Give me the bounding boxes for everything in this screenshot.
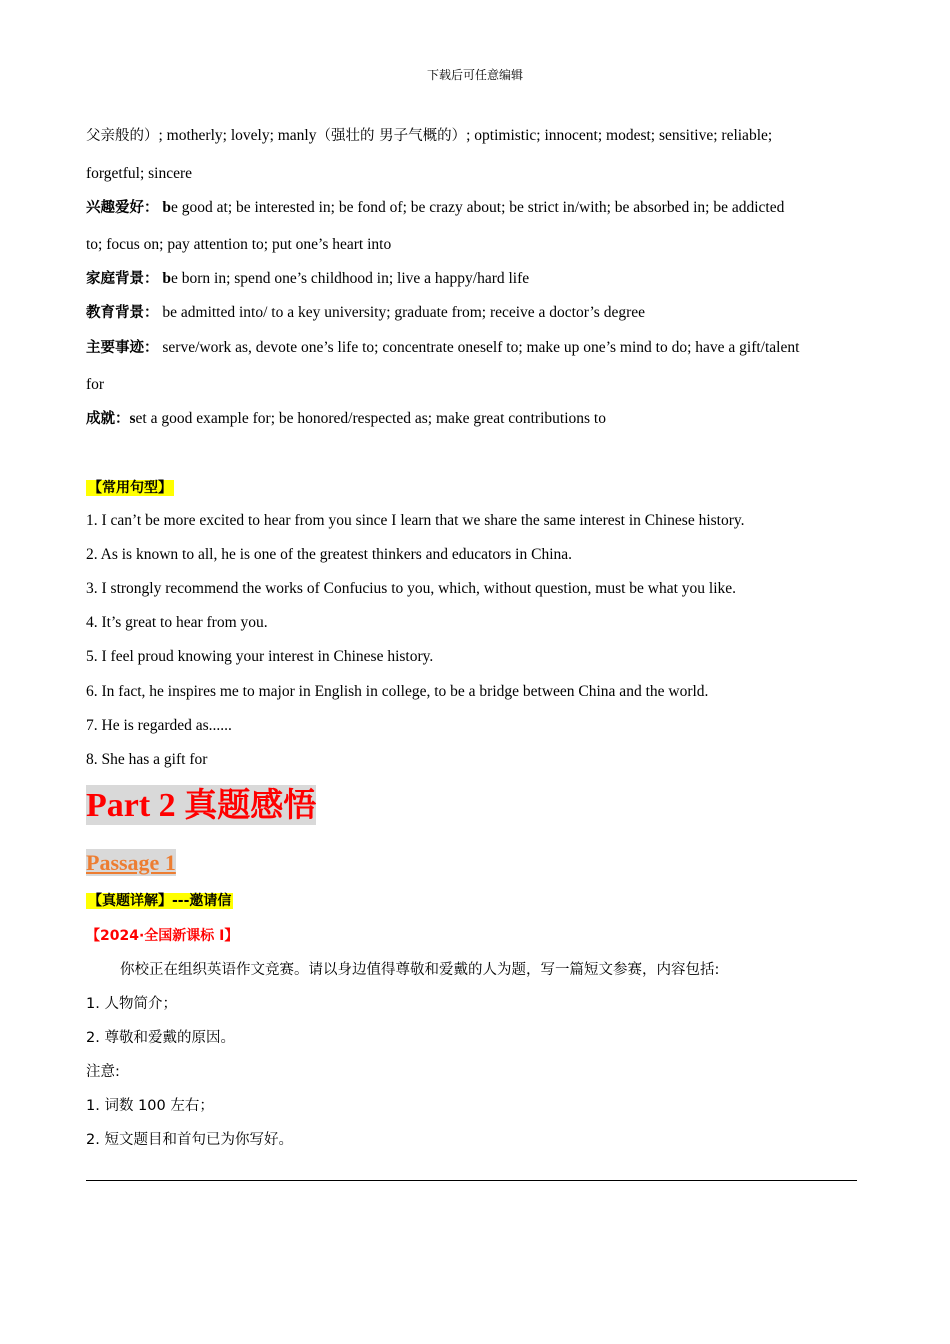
hobby-line <box>86 198 866 218</box>
vocab-line-1 <box>86 126 866 146</box>
sentence-item: 8. She has a gift for <box>86 751 208 768</box>
deeds-cont: for <box>86 376 105 393</box>
vocab-en-2: ; optimistic; innocent; modest; sensitive; reliable; <box>466 127 773 144</box>
note-item: 1. 词数 100 左右； <box>86 1098 214 1114</box>
sentence-item: 5. I feel proud knowing your interest in Chinese history. <box>86 648 434 665</box>
family-text: e born in; spend one’s childhood in; live a happy/hard life <box>171 270 530 287</box>
hobby-b: b <box>162 199 171 216</box>
vocab-en-1: ; motherly; lovely; manly <box>158 127 317 144</box>
deeds-line <box>86 338 866 358</box>
part-2-title-en: Part 2 <box>86 787 185 824</box>
deeds-label: 主要事迹： <box>86 340 159 356</box>
edu-label: 教育背景： <box>86 305 159 321</box>
passage-title: Passage 1 <box>86 850 176 875</box>
vocab-cn-1: 父亲般的） <box>86 128 159 144</box>
detail-heading-line <box>86 891 866 911</box>
achieve-label: 成就： <box>86 411 130 427</box>
prompt-point: 2. 尊敬和爱戴的原因。 <box>86 1030 235 1046</box>
sentence-item: 3. I strongly recommend the works of Confucius to you, which, without question, must be what you like. <box>86 580 737 597</box>
edu-line <box>86 303 866 323</box>
hobby-label: 兴趣爱好： <box>86 200 159 216</box>
hobby-cont: to; focus on; pay attention to; put one’s heart into <box>86 236 392 253</box>
vocab-cn-2: （强壮的 男子气概的） <box>316 128 467 144</box>
sentence-item: 7. He is regarded as...... <box>86 717 232 734</box>
hobby-text: e good at; be interested in; be fond of; be crazy about; be strict in/with; be absorbed in; be addicted <box>171 199 785 216</box>
achieve-line <box>86 409 866 429</box>
edu-text: be admitted into/ to a key university; graduate from; receive a doctor’s degree <box>162 304 645 321</box>
family-label: 家庭背景： <box>86 271 159 287</box>
part-2-title <box>86 785 316 825</box>
achieve-text: et a good example for; be honored/respected as; make great contributions to <box>135 410 606 427</box>
sentence-item: 6. In fact, he inspires me to major in English in college, to be a bridge between China and the world. <box>86 683 709 700</box>
detail-heading: 【真题详解】---邀请信 <box>88 893 232 909</box>
sentences-heading: 【常用句型】 <box>88 480 172 496</box>
sentence-item: 4. It’s great to hear from you. <box>86 614 268 631</box>
exam-source: 【2024·全国新课标 I】 <box>86 928 239 944</box>
prompt-text: 你校正在组织英语作文竞赛。请以身边值得尊敬和爱戴的人为题，写一篇短文参赛，内容包括: <box>120 962 720 978</box>
source-line <box>86 926 866 946</box>
deeds-text: serve/work as, devote one’s life to; concentrate oneself to; make up one’s mind to do; have a gift/talent <box>162 339 800 356</box>
achieve-s: s <box>129 410 136 427</box>
note-item: 2. 短文题目和首句已为你写好。 <box>86 1132 293 1148</box>
sentence-item: 2. As is known to all, he is one of the greatest thinkers and educators in China. <box>86 546 573 563</box>
prompt-point: 1. 人物简介； <box>86 996 177 1012</box>
page-header: 下载后可任意编辑 <box>426 68 523 82</box>
answer-line[interactable] <box>86 1180 857 1181</box>
family-line <box>86 269 866 289</box>
family-b: b <box>162 270 171 287</box>
part-2-title-cn: 真题感悟 <box>184 785 317 824</box>
sentence-item: 1. I can’t be more excited to hear from you since I learn that we share the same interest in Chinese history. <box>86 512 745 529</box>
sentences-heading-line <box>86 478 866 498</box>
note-label: 注意: <box>86 1064 120 1080</box>
vocab-line-2: forgetful; sincere <box>86 165 193 182</box>
